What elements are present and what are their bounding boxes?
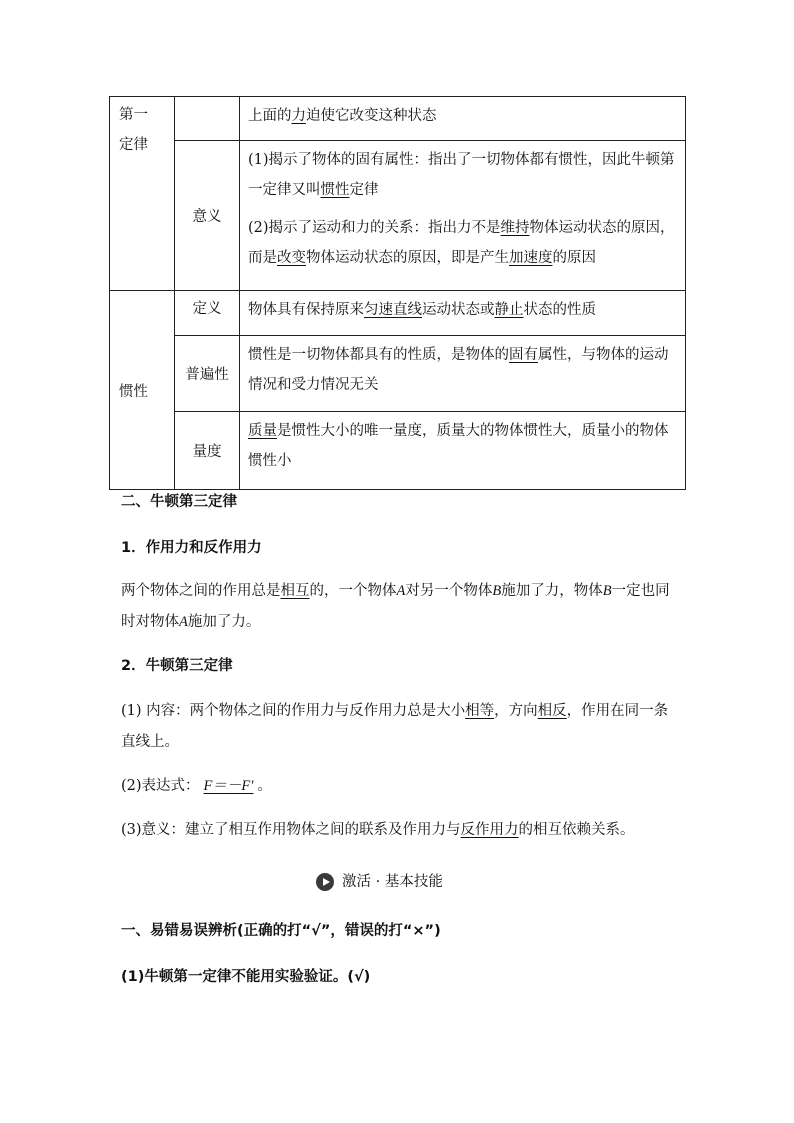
section2-sub1: 1．作用力和反作用力 [121, 540, 262, 556]
answer-opposite: 相反 [537, 703, 567, 719]
answer-mutual: 相互 [280, 583, 310, 599]
def-cell: 物体具有保持原来匀速直线运动状态或静止状态的性质 [240, 291, 686, 335]
answer-inherent: 固有 [509, 346, 538, 363]
answer-maintain: 维持 [500, 220, 530, 237]
answer-reaction: 反作用力 [460, 822, 519, 838]
law1-label: 第一定律 [119, 107, 148, 153]
answer-equal: 相等 [465, 703, 495, 719]
law3-expression: (2)表达式： F＝－F′ 。 [121, 778, 272, 794]
univ-cell: 惯性是一切物体都具有的性质，是物体的固有属性，与物体的运动情况和受力情况无关 [240, 335, 686, 411]
section2-p1: 两个物体之间的作用总是相互的，一个物体A对另一个物体B施加了力，物体B一定也同时对物体A施加了力。 [121, 583, 670, 630]
law1-meaning-cell [240, 141, 686, 291]
law1-row-end-cell: 上面的力迫使它改变这种状态 [240, 97, 686, 141]
answer-rest: 静止 [494, 302, 524, 319]
mistakes-title: 一、易错易误辨析(正确的打“√”，错误的打“×”) [121, 923, 441, 939]
activate-heading [316, 869, 443, 895]
measure-cell: 质量是惯性大小的唯一量度，质量大的物体惯性大，质量小的物体惯性小 [240, 411, 686, 489]
law1-empty-cell [175, 97, 240, 141]
meaning-p2: (2)揭示了运动和力的关系：指出力不是维持物体运动状态的原因，而是改变物体运动状态的原因，即是产生加速度的原因 [248, 220, 675, 267]
mistake-item-1: (1)牛顿第一定律不能用实验验证。(√) [121, 969, 371, 985]
knowledge-table [109, 96, 686, 490]
answer-force: 力 [291, 108, 306, 124]
section2-title: 二、牛顿第三定律 [121, 494, 237, 510]
section2-sub2: 2．牛顿第三定律 [121, 658, 233, 674]
measure-label: 量度 [175, 411, 240, 489]
activate-title: 激活 · 基本技能 [342, 874, 443, 890]
answer-formula: F＝－F′ [203, 778, 254, 794]
answer-mass: 质量 [248, 422, 277, 439]
answer-inertia: 惯性 [320, 182, 350, 199]
meaning-p1: (1)揭示了物体的固有属性：指出了一切物体都有惯性，因此牛顿第一定律又叫惯性定律 [248, 152, 675, 199]
answer-change: 改变 [277, 250, 306, 267]
answer-uniform-linear: 匀速直线 [364, 302, 422, 319]
univ-label: 普遍性 [175, 335, 240, 411]
meaning-label: 意义 [175, 141, 240, 291]
inertia-label: 惯性 [110, 291, 175, 490]
def-label: 定义 [175, 291, 240, 335]
law1-label-cell [110, 97, 175, 291]
law3-content: (1) 内容：两个物体之间的作用力与反作用力总是大小相等，方向相反，作用在同一条直线上。 [121, 703, 669, 750]
play-circle-icon [316, 873, 334, 891]
law3-meaning: (3)意义：建立了相互作用物体之间的联系及作用力与反作用力的相互依赖关系。 [121, 822, 635, 838]
answer-acceleration: 加速度 [509, 250, 553, 267]
